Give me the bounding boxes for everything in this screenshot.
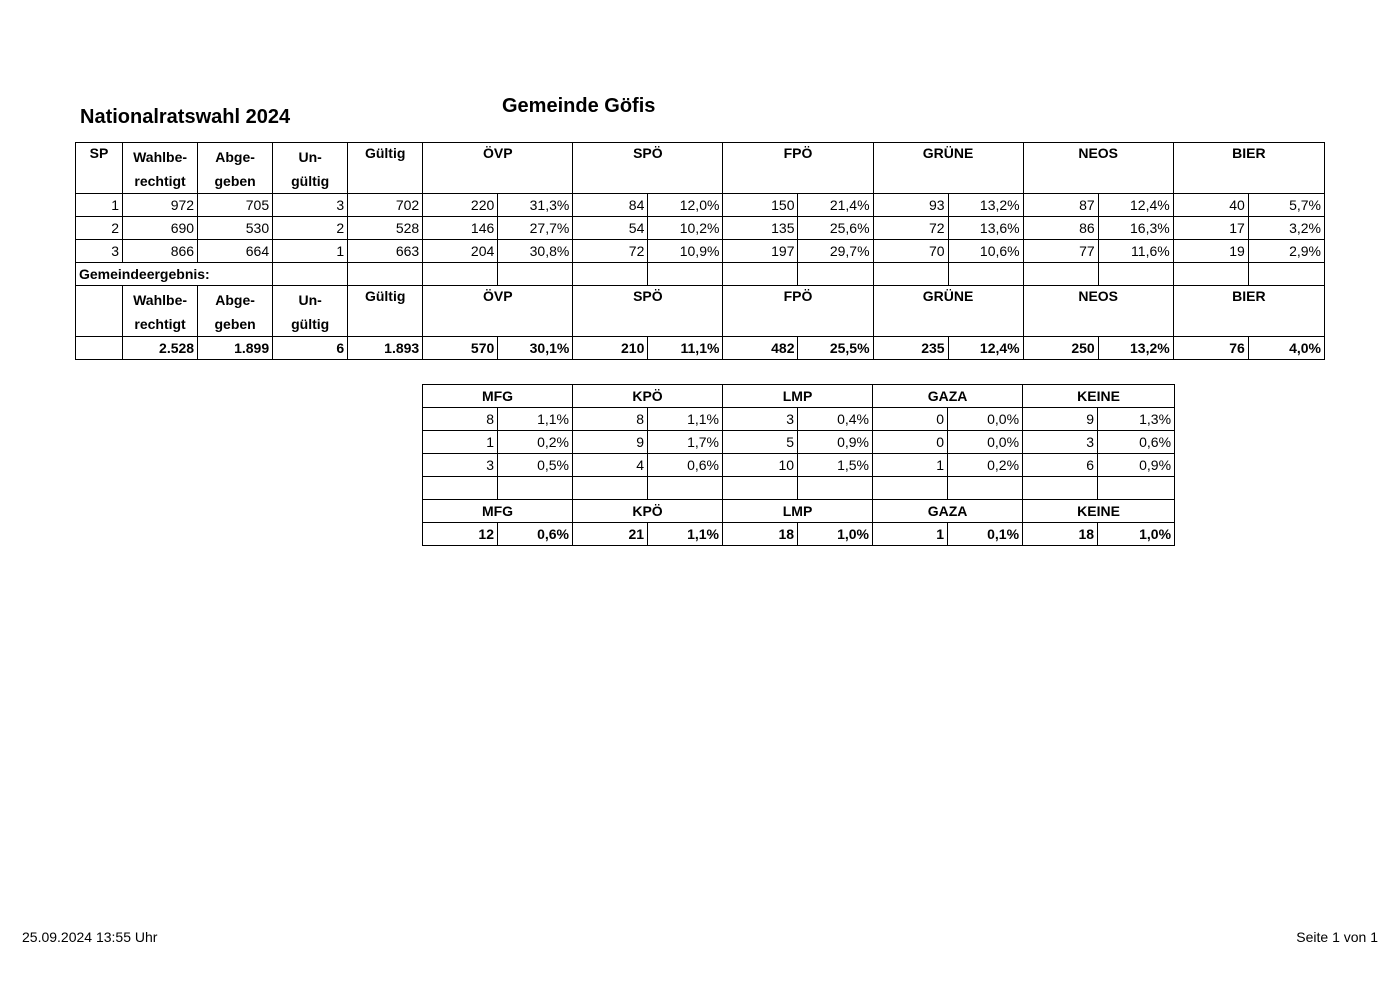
small-header-row <box>423 385 1175 408</box>
small-sprengel-row <box>423 454 1175 477</box>
empty-cell <box>798 263 873 286</box>
party-header-bier: BIER <box>1173 286 1324 337</box>
small-total-row <box>423 523 1175 546</box>
empty-cell <box>273 263 348 286</box>
party-header-övp: ÖVP <box>423 143 573 194</box>
party-header-keine: KEINE <box>1023 385 1175 408</box>
total-percent-cell: 25,5% <box>798 337 873 360</box>
empty-cell <box>1248 263 1324 286</box>
percent-cell: 2,9% <box>1248 240 1324 263</box>
total-votes-cell: 18 <box>723 523 798 546</box>
percent-cell: 12,4% <box>1098 194 1173 217</box>
ungueltig-cell: 3 <box>273 194 348 217</box>
empty-cell <box>498 477 573 500</box>
votes-cell: 8 <box>423 408 498 431</box>
votes-cell: 1 <box>873 454 948 477</box>
percent-cell: 0,6% <box>1098 431 1175 454</box>
total-percent-cell: 13,2% <box>1098 337 1173 360</box>
total-wahlberechtigt: 2.528 <box>123 337 198 360</box>
empty-cell <box>723 263 798 286</box>
total-percent-cell: 11,1% <box>648 337 723 360</box>
votes-cell: 19 <box>1173 240 1248 263</box>
party-header-fpö: FPÖ <box>723 143 873 194</box>
percent-cell: 0,6% <box>648 454 723 477</box>
empty-cell <box>1098 263 1173 286</box>
total-votes-cell: 235 <box>873 337 948 360</box>
votes-cell: 0 <box>873 408 948 431</box>
empty-cell <box>648 477 723 500</box>
percent-cell: 29,7% <box>798 240 873 263</box>
sprengel-number: 2 <box>76 217 123 240</box>
sprengel-row <box>76 194 1325 217</box>
votes-cell: 1 <box>423 431 498 454</box>
ungueltig-cell: 2 <box>273 217 348 240</box>
percent-cell: 10,9% <box>648 240 723 263</box>
percent-cell: 11,6% <box>1098 240 1173 263</box>
percent-cell: 0,9% <box>1098 454 1175 477</box>
party-header-gaza: GAZA <box>873 385 1023 408</box>
total-votes-cell: 1 <box>873 523 948 546</box>
percent-cell: 0,0% <box>948 408 1023 431</box>
abgegeben-header: Abge- geben <box>198 143 273 194</box>
ungueltig-cell: 1 <box>273 240 348 263</box>
votes-cell: 4 <box>573 454 648 477</box>
party-header-lmp: LMP <box>723 500 873 523</box>
empty-cell <box>948 477 1023 500</box>
total-votes-cell: 482 <box>723 337 798 360</box>
other-parties-table <box>422 384 1175 546</box>
small-sprengel-row <box>423 408 1175 431</box>
empty-cell <box>1098 477 1175 500</box>
party-header-neos: NEOS <box>1023 286 1173 337</box>
party-header-mfg: MFG <box>423 500 573 523</box>
empty-cell <box>648 263 723 286</box>
abgegeben-header: Abge- geben <box>198 286 273 337</box>
percent-cell: 1,7% <box>648 431 723 454</box>
votes-cell: 40 <box>1173 194 1248 217</box>
total-percent-cell: 4,0% <box>1248 337 1324 360</box>
gueltig-cell: 663 <box>348 240 423 263</box>
total-percent-cell: 0,6% <box>498 523 573 546</box>
total-abgegeben: 1.899 <box>198 337 273 360</box>
percent-cell: 0,9% <box>798 431 873 454</box>
percent-cell: 13,6% <box>948 217 1023 240</box>
party-header-bier: BIER <box>1173 143 1324 194</box>
small-header-row <box>423 500 1175 523</box>
total-votes-cell: 12 <box>423 523 498 546</box>
party-header-fpö: FPÖ <box>723 286 873 337</box>
wahlberechtigt-header: Wahlbe- rechtigt <box>123 143 198 194</box>
percent-cell: 0,4% <box>798 408 873 431</box>
total-votes-cell: 18 <box>1023 523 1098 546</box>
votes-cell: 3 <box>1023 431 1098 454</box>
empty-cell <box>573 477 648 500</box>
percent-cell: 31,3% <box>498 194 573 217</box>
percent-cell: 10,6% <box>948 240 1023 263</box>
percent-cell: 30,8% <box>498 240 573 263</box>
header-row <box>76 286 1325 337</box>
party-header-övp: ÖVP <box>423 286 573 337</box>
percent-cell: 12,0% <box>648 194 723 217</box>
sp-header: SP <box>76 143 123 194</box>
empty-cell <box>573 263 648 286</box>
empty-cell <box>723 477 798 500</box>
votes-cell: 72 <box>873 217 948 240</box>
abgegeben-cell: 530 <box>198 217 273 240</box>
empty-cell <box>423 263 498 286</box>
gueltig-cell: 528 <box>348 217 423 240</box>
sprengel-number: 3 <box>76 240 123 263</box>
total-votes-cell: 250 <box>1023 337 1098 360</box>
small-empty-row <box>423 477 1175 500</box>
percent-cell: 5,7% <box>1248 194 1324 217</box>
total-votes-cell: 21 <box>573 523 648 546</box>
percent-cell: 25,6% <box>798 217 873 240</box>
votes-cell: 70 <box>873 240 948 263</box>
small-sprengel-row <box>423 431 1175 454</box>
total-gueltig: 1.893 <box>348 337 423 360</box>
votes-cell: 146 <box>423 217 498 240</box>
percent-cell: 10,2% <box>648 217 723 240</box>
votes-cell: 84 <box>573 194 648 217</box>
ungueltig-header: Un- gültig <box>273 286 348 337</box>
ungueltig-header: Un- gültig <box>273 143 348 194</box>
percent-cell: 0,0% <box>948 431 1023 454</box>
municipality-title: Gemeinde Göfis <box>502 95 656 117</box>
votes-cell: 0 <box>873 431 948 454</box>
votes-cell: 10 <box>723 454 798 477</box>
percent-cell: 1,5% <box>798 454 873 477</box>
votes-cell: 3 <box>423 454 498 477</box>
votes-cell: 150 <box>723 194 798 217</box>
page-title: Nationalratswahl 2024 <box>80 106 291 128</box>
percent-cell: 0,5% <box>498 454 573 477</box>
votes-cell: 9 <box>1023 408 1098 431</box>
total-votes-cell: 210 <box>573 337 648 360</box>
percent-cell: 16,3% <box>1098 217 1173 240</box>
votes-cell: 220 <box>423 194 498 217</box>
wahlberechtigt-header: Wahlbe- rechtigt <box>123 286 198 337</box>
total-percent-cell: 0,1% <box>948 523 1023 546</box>
main-results-table <box>75 142 1325 360</box>
empty-cell <box>1023 477 1098 500</box>
party-header-spö: SPÖ <box>573 286 723 337</box>
empty-cell <box>423 477 498 500</box>
total-ungueltig: 6 <box>273 337 348 360</box>
votes-cell: 204 <box>423 240 498 263</box>
votes-cell: 54 <box>573 217 648 240</box>
percent-cell: 13,2% <box>948 194 1023 217</box>
party-header-mfg: MFG <box>423 385 573 408</box>
votes-cell: 86 <box>1023 217 1098 240</box>
percent-cell: 1,3% <box>1098 408 1175 431</box>
empty-cell <box>873 263 948 286</box>
empty-cell <box>348 263 423 286</box>
sprengel-row <box>76 240 1325 263</box>
party-header-kpö: KPÖ <box>573 385 723 408</box>
total-percent-cell: 1,1% <box>648 523 723 546</box>
total-votes-cell: 76 <box>1173 337 1248 360</box>
total-votes-cell: 570 <box>423 337 498 360</box>
percent-cell: 0,2% <box>498 431 573 454</box>
total-percent-cell: 1,0% <box>1098 523 1175 546</box>
votes-cell: 87 <box>1023 194 1098 217</box>
total-percent-cell: 12,4% <box>948 337 1023 360</box>
percent-cell: 0,2% <box>948 454 1023 477</box>
footer-datetime: 25.09.2024 13:55 Uhr <box>22 929 158 945</box>
percent-cell: 1,1% <box>648 408 723 431</box>
empty-cell <box>76 337 123 360</box>
votes-cell: 17 <box>1173 217 1248 240</box>
sprengel-row <box>76 217 1325 240</box>
party-header-lmp: LMP <box>723 385 873 408</box>
party-header-grüne: GRÜNE <box>873 286 1023 337</box>
abgegeben-cell: 705 <box>198 194 273 217</box>
total-percent-cell: 1,0% <box>798 523 873 546</box>
votes-cell: 9 <box>573 431 648 454</box>
abgegeben-cell: 664 <box>198 240 273 263</box>
party-header-keine: KEINE <box>1023 500 1175 523</box>
percent-cell: 3,2% <box>1248 217 1324 240</box>
footer-page-number: Seite 1 von 1 <box>1296 929 1378 945</box>
sprengel-number: 1 <box>76 194 123 217</box>
votes-cell: 8 <box>573 408 648 431</box>
empty-cell <box>1173 263 1248 286</box>
sp-header <box>76 286 123 337</box>
gueltig-cell: 702 <box>348 194 423 217</box>
party-header-kpö: KPÖ <box>573 500 723 523</box>
votes-cell: 5 <box>723 431 798 454</box>
wahlberechtigt-cell: 866 <box>123 240 198 263</box>
votes-cell: 77 <box>1023 240 1098 263</box>
empty-cell <box>1023 263 1098 286</box>
percent-cell: 27,7% <box>498 217 573 240</box>
gueltig-header: Gültig <box>348 286 423 337</box>
party-header-gaza: GAZA <box>873 500 1023 523</box>
total-percent-cell: 30,1% <box>498 337 573 360</box>
empty-cell <box>798 477 873 500</box>
empty-cell <box>948 263 1023 286</box>
votes-cell: 135 <box>723 217 798 240</box>
party-header-grüne: GRÜNE <box>873 143 1023 194</box>
empty-cell <box>873 477 948 500</box>
total-row <box>76 337 1325 360</box>
header-row <box>76 143 1325 194</box>
party-header-spö: SPÖ <box>573 143 723 194</box>
wahlberechtigt-cell: 972 <box>123 194 198 217</box>
votes-cell: 197 <box>723 240 798 263</box>
votes-cell: 93 <box>873 194 948 217</box>
gueltig-header: Gültig <box>348 143 423 194</box>
votes-cell: 6 <box>1023 454 1098 477</box>
gemeindeergebnis-label-row <box>76 263 1325 286</box>
gemeindeergebnis-label: Gemeindeergebnis: <box>76 263 273 286</box>
percent-cell: 1,1% <box>498 408 573 431</box>
votes-cell: 72 <box>573 240 648 263</box>
wahlberechtigt-cell: 690 <box>123 217 198 240</box>
party-header-neos: NEOS <box>1023 143 1173 194</box>
empty-cell <box>498 263 573 286</box>
votes-cell: 3 <box>723 408 798 431</box>
percent-cell: 21,4% <box>798 194 873 217</box>
